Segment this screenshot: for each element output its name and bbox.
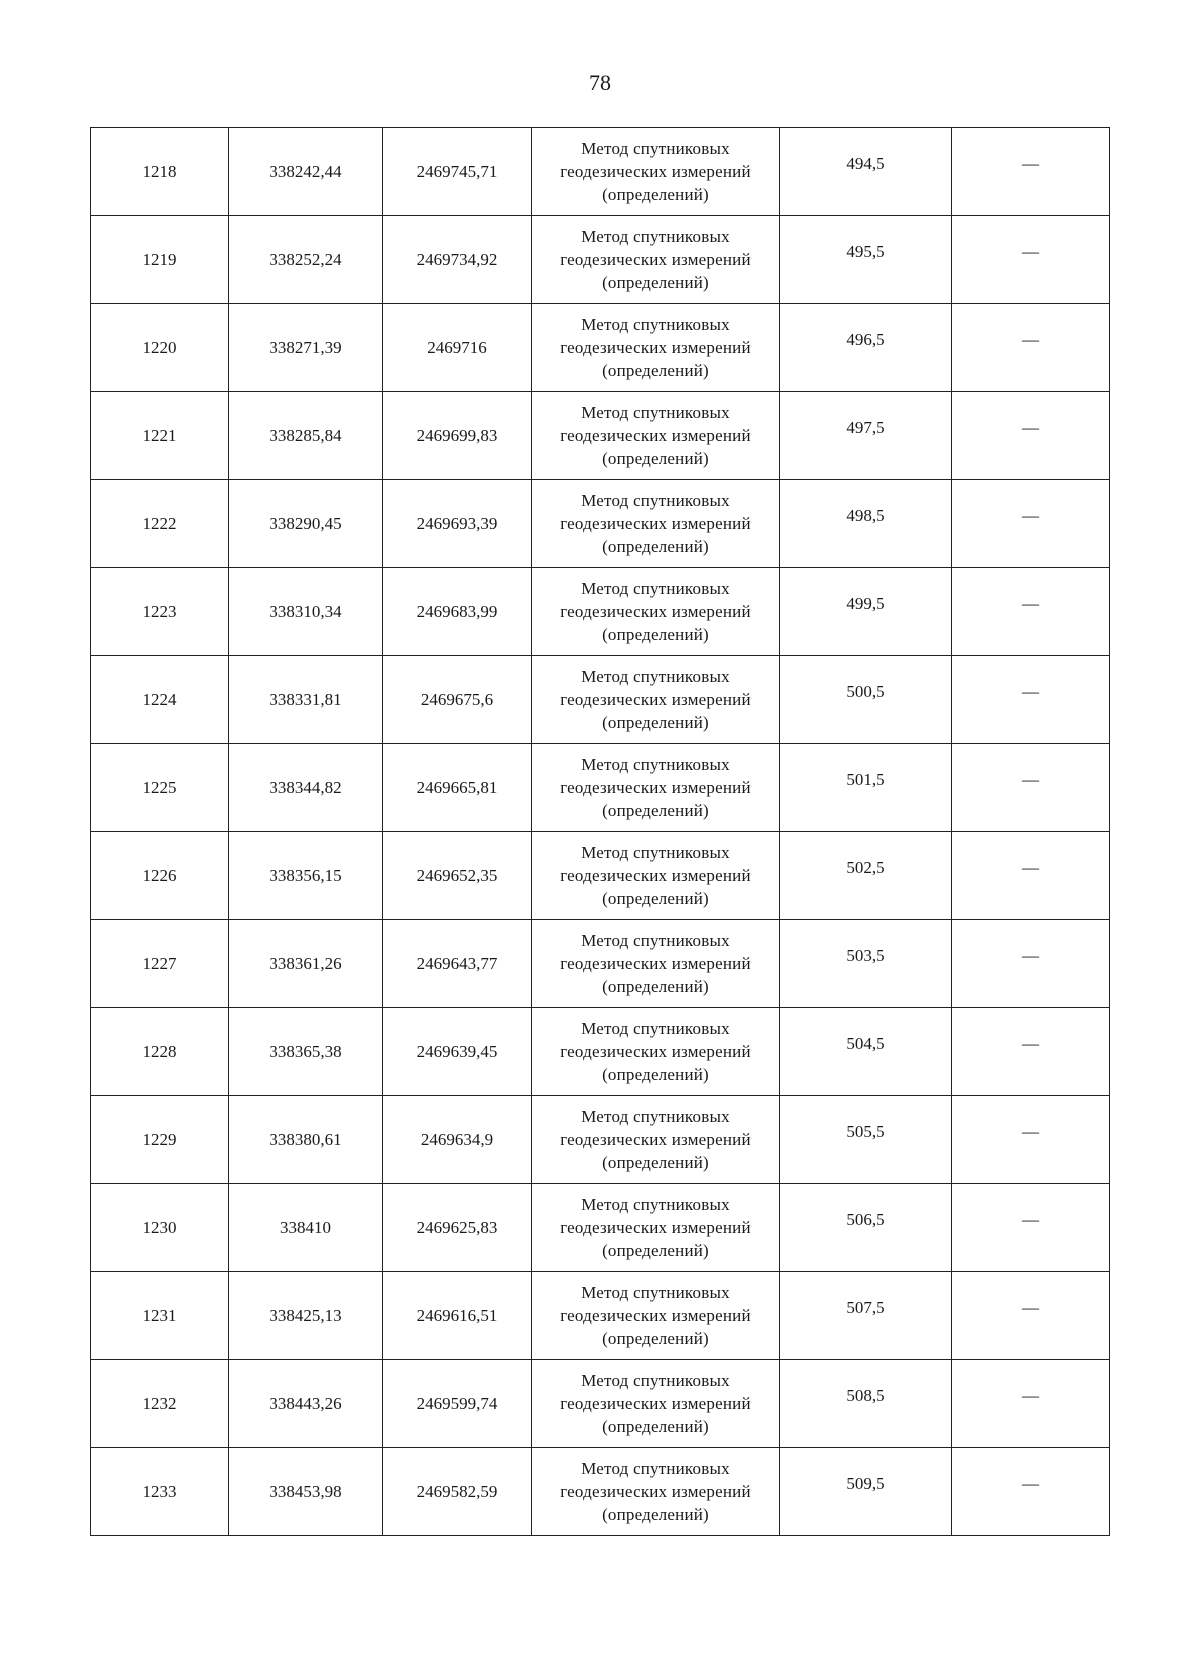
method-cell — [532, 1272, 780, 1360]
method-cell — [532, 1360, 780, 1448]
method-line: Метод спутниковых — [581, 931, 730, 950]
method-cell — [532, 744, 780, 832]
table-row — [91, 568, 1110, 656]
table-row — [91, 480, 1110, 568]
table-row — [91, 1184, 1110, 1272]
accuracy-cell: 507,5 — [780, 1272, 952, 1360]
accuracy-cell: 500,5 — [780, 656, 952, 744]
x-coordinate-cell: 338285,84 — [229, 392, 383, 480]
method-line: геодезических измерений — [560, 954, 751, 973]
method-line: Метод спутниковых — [581, 843, 730, 862]
method-cell — [532, 392, 780, 480]
point-number-cell: 1222 — [91, 480, 229, 568]
note-cell: — — [952, 304, 1110, 392]
method-line: (определений) — [602, 801, 709, 820]
accuracy-cell: 496,5 — [780, 304, 952, 392]
x-coordinate-cell: 338425,13 — [229, 1272, 383, 1360]
y-coordinate-cell: 2469734,92 — [383, 216, 532, 304]
point-number-cell: 1221 — [91, 392, 229, 480]
table-row — [91, 1096, 1110, 1184]
method-line: Метод спутниковых — [581, 579, 730, 598]
table-row — [91, 216, 1110, 304]
method-cell — [532, 920, 780, 1008]
y-coordinate-cell: 2469616,51 — [383, 1272, 532, 1360]
method-line: геодезических измерений — [560, 866, 751, 885]
x-coordinate-cell: 338242,44 — [229, 128, 383, 216]
accuracy-cell: 502,5 — [780, 832, 952, 920]
accuracy-cell: 501,5 — [780, 744, 952, 832]
y-coordinate-cell: 2469634,9 — [383, 1096, 532, 1184]
x-coordinate-cell: 338356,15 — [229, 832, 383, 920]
x-coordinate-cell: 338365,38 — [229, 1008, 383, 1096]
x-coordinate-cell: 338410 — [229, 1184, 383, 1272]
point-number-cell: 1230 — [91, 1184, 229, 1272]
method-cell — [532, 1008, 780, 1096]
y-coordinate-cell: 2469716 — [383, 304, 532, 392]
method-line: Метод спутниковых — [581, 403, 730, 422]
method-cell — [532, 128, 780, 216]
accuracy-cell: 497,5 — [780, 392, 952, 480]
y-coordinate-cell: 2469699,83 — [383, 392, 532, 480]
method-line: геодезических измерений — [560, 1482, 751, 1501]
note-cell: — — [952, 216, 1110, 304]
method-cell — [532, 304, 780, 392]
method-cell — [532, 1096, 780, 1184]
method-line: Метод спутниковых — [581, 491, 730, 510]
method-cell — [532, 216, 780, 304]
note-cell: — — [952, 1184, 1110, 1272]
method-line: Метод спутниковых — [581, 227, 730, 246]
note-cell: — — [952, 1360, 1110, 1448]
table-row — [91, 392, 1110, 480]
point-number-cell: 1225 — [91, 744, 229, 832]
method-line: геодезических измерений — [560, 778, 751, 797]
note-cell: — — [952, 1008, 1110, 1096]
x-coordinate-cell: 338443,26 — [229, 1360, 383, 1448]
method-cell — [532, 1448, 780, 1536]
point-number-cell: 1219 — [91, 216, 229, 304]
table-row — [91, 1360, 1110, 1448]
method-line: геодезических измерений — [560, 250, 751, 269]
method-line: геодезических измерений — [560, 1394, 751, 1413]
point-number-cell: 1223 — [91, 568, 229, 656]
y-coordinate-cell: 2469599,74 — [383, 1360, 532, 1448]
x-coordinate-cell: 338252,24 — [229, 216, 383, 304]
table-row — [91, 1008, 1110, 1096]
method-line: геодезических измерений — [560, 162, 751, 181]
y-coordinate-cell: 2469693,39 — [383, 480, 532, 568]
y-coordinate-cell: 2469745,71 — [383, 128, 532, 216]
method-line: геодезических измерений — [560, 690, 751, 709]
x-coordinate-cell: 338271,39 — [229, 304, 383, 392]
table-row — [91, 656, 1110, 744]
table-row — [91, 744, 1110, 832]
method-line: Метод спутниковых — [581, 1195, 730, 1214]
method-line: (определений) — [602, 1065, 709, 1084]
y-coordinate-cell: 2469625,83 — [383, 1184, 532, 1272]
y-coordinate-cell: 2469639,45 — [383, 1008, 532, 1096]
accuracy-cell: 509,5 — [780, 1448, 952, 1536]
method-line: Метод спутниковых — [581, 315, 730, 334]
note-cell: — — [952, 568, 1110, 656]
point-number-cell: 1218 — [91, 128, 229, 216]
y-coordinate-cell: 2469683,99 — [383, 568, 532, 656]
point-number-cell: 1232 — [91, 1360, 229, 1448]
method-line: (определений) — [602, 1417, 709, 1436]
accuracy-cell: 503,5 — [780, 920, 952, 1008]
table-row — [91, 832, 1110, 920]
method-cell — [532, 1184, 780, 1272]
method-line: геодезических измерений — [560, 514, 751, 533]
note-cell: — — [952, 1272, 1110, 1360]
method-line: (определений) — [602, 625, 709, 644]
method-line: (определений) — [602, 1329, 709, 1348]
method-line: (определений) — [602, 537, 709, 556]
method-line: геодезических измерений — [560, 1218, 751, 1237]
method-line: геодезических измерений — [560, 1130, 751, 1149]
method-line: Метод спутниковых — [581, 1019, 730, 1038]
note-cell: — — [952, 1448, 1110, 1536]
accuracy-cell: 508,5 — [780, 1360, 952, 1448]
x-coordinate-cell: 338380,61 — [229, 1096, 383, 1184]
method-line: Метод спутниковых — [581, 755, 730, 774]
accuracy-cell: 498,5 — [780, 480, 952, 568]
method-line: Метод спутниковых — [581, 1459, 730, 1478]
accuracy-cell: 505,5 — [780, 1096, 952, 1184]
accuracy-cell: 495,5 — [780, 216, 952, 304]
y-coordinate-cell: 2469643,77 — [383, 920, 532, 1008]
note-cell: — — [952, 744, 1110, 832]
accuracy-cell: 499,5 — [780, 568, 952, 656]
method-line: (определений) — [602, 449, 709, 468]
point-number-cell: 1228 — [91, 1008, 229, 1096]
note-cell: — — [952, 920, 1110, 1008]
note-cell: — — [952, 128, 1110, 216]
method-line: геодезических измерений — [560, 602, 751, 621]
coordinates-table — [90, 127, 1110, 1536]
accuracy-cell: 506,5 — [780, 1184, 952, 1272]
point-number-cell: 1233 — [91, 1448, 229, 1536]
note-cell: — — [952, 392, 1110, 480]
x-coordinate-cell: 338453,98 — [229, 1448, 383, 1536]
table-row — [91, 304, 1110, 392]
method-line: (определений) — [602, 185, 709, 204]
accuracy-cell: 504,5 — [780, 1008, 952, 1096]
table-row — [91, 128, 1110, 216]
accuracy-cell: 494,5 — [780, 128, 952, 216]
table-row — [91, 920, 1110, 1008]
note-cell: — — [952, 1096, 1110, 1184]
point-number-cell: 1231 — [91, 1272, 229, 1360]
method-line: (определений) — [602, 1153, 709, 1172]
point-number-cell: 1226 — [91, 832, 229, 920]
method-line: (определений) — [602, 977, 709, 996]
method-line: геодезических измерений — [560, 1042, 751, 1061]
method-line: геодезических измерений — [560, 426, 751, 445]
point-number-cell: 1220 — [91, 304, 229, 392]
y-coordinate-cell: 2469665,81 — [383, 744, 532, 832]
method-line: (определений) — [602, 713, 709, 732]
y-coordinate-cell: 2469675,6 — [383, 656, 532, 744]
method-line: геодезических измерений — [560, 338, 751, 357]
x-coordinate-cell: 338361,26 — [229, 920, 383, 1008]
method-line: (определений) — [602, 1505, 709, 1524]
note-cell: — — [952, 656, 1110, 744]
point-number-cell: 1224 — [91, 656, 229, 744]
x-coordinate-cell: 338310,34 — [229, 568, 383, 656]
coordinates-table-body — [91, 128, 1110, 1536]
method-cell — [532, 656, 780, 744]
method-line: Метод спутниковых — [581, 139, 730, 158]
method-line: (определений) — [602, 889, 709, 908]
note-cell: — — [952, 480, 1110, 568]
y-coordinate-cell: 2469582,59 — [383, 1448, 532, 1536]
table-row — [91, 1448, 1110, 1536]
point-number-cell: 1227 — [91, 920, 229, 1008]
method-line: (определений) — [602, 1241, 709, 1260]
point-number-cell: 1229 — [91, 1096, 229, 1184]
method-line: Метод спутниковых — [581, 667, 730, 686]
method-line: (определений) — [602, 273, 709, 292]
y-coordinate-cell: 2469652,35 — [383, 832, 532, 920]
page-number: 78 — [589, 70, 611, 95]
method-cell — [532, 568, 780, 656]
x-coordinate-cell: 338331,81 — [229, 656, 383, 744]
method-line: Метод спутниковых — [581, 1283, 730, 1302]
method-line: Метод спутниковых — [581, 1371, 730, 1390]
method-cell — [532, 832, 780, 920]
method-line: Метод спутниковых — [581, 1107, 730, 1126]
method-line: геодезических измерений — [560, 1306, 751, 1325]
method-line: (определений) — [602, 361, 709, 380]
x-coordinate-cell: 338344,82 — [229, 744, 383, 832]
method-cell — [532, 480, 780, 568]
note-cell: — — [952, 832, 1110, 920]
x-coordinate-cell: 338290,45 — [229, 480, 383, 568]
table-row — [91, 1272, 1110, 1360]
